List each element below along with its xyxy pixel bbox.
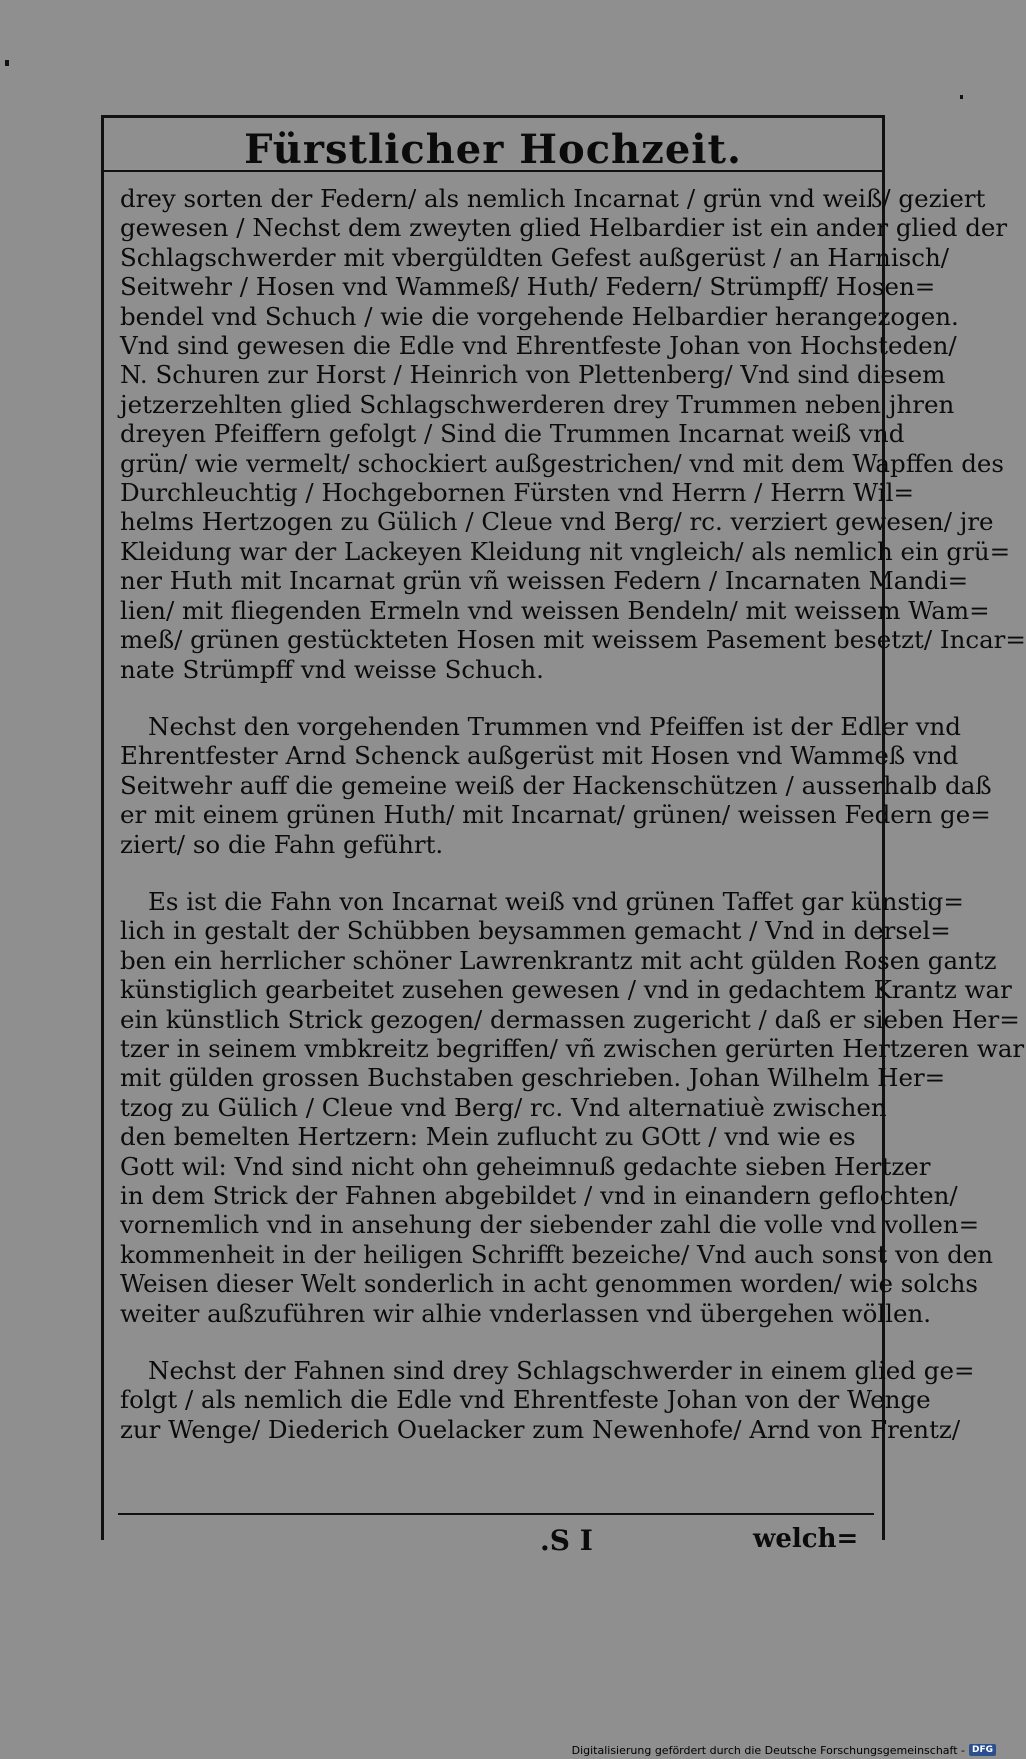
text-line: tzer in seinem vmbkreitz begriffen/ vñ zwischen gerürten Hertzeren war: [120, 1033, 1025, 1063]
text-line: Es ist die Fahn von Incarnat weiß vnd grünen Taffet gar künstig=: [148, 886, 964, 916]
text-line: vornemlich vnd in ansehung der siebender zahl die volle vnd vollen=: [120, 1210, 980, 1240]
page-frame: [101, 115, 1026, 1540]
signature-mark: .S I: [540, 1524, 593, 1557]
text-line: ben ein herrlicher schöner Lawrenkrantz mit acht gülden Rosen gantz: [120, 945, 997, 975]
paragraph-4: [120, 1356, 975, 1444]
text-line: kommenheit in der heiligen Schrifft bezeiche/ Vnd auch sonst von den: [120, 1239, 994, 1269]
paragraph-1: [120, 184, 1026, 684]
paragraph-3: [120, 886, 1025, 1328]
text-line: künstiglich gearbeitet zusehen gewesen / vnd in gedachtem Krantz war: [120, 975, 1012, 1005]
text-line: Seitwehr auff die gemeine weiß der Hackenschützen / ausserhalb daß: [120, 770, 992, 800]
text-line: in dem Strick der Fahnen abgebildet / vnd in einandern geflochten/: [120, 1181, 958, 1210]
text-line: dreyen Pfeiffern gefolgt / Sind die Trummen Incarnat weiß vnd: [120, 419, 905, 449]
text-body: [120, 184, 1026, 1444]
text-line: drey sorten der Federn/ als nemlich Incarnat / grün vnd weiß/ geziert: [120, 184, 986, 213]
scan-speck: [5, 60, 9, 66]
text-line: Seitwehr / Hosen vnd Wammeß/ Huth/ Federn/ Strümpff/ Hosen=: [120, 272, 936, 302]
text-line: weiter außzuführen wir alhie vnderlassen vnd übergehen wöllen.: [120, 1298, 932, 1328]
text-line: Schlagschwerder mit vbergüldten Gefest außgerüst / an Harnisch/: [120, 242, 949, 272]
text-line: Nechst der Fahnen sind drey Schlagschwerder in einem glied ge=: [148, 1356, 975, 1386]
paragraph-gap: [120, 1328, 868, 1356]
footer-rule: [118, 1513, 874, 1515]
text-line: nate Strümpff vnd weisse Schuch.: [120, 654, 544, 684]
text-line: folgt / als nemlich die Edle vnd Ehrentfeste Johan von der Wenge: [120, 1385, 931, 1415]
scan-speck: [960, 95, 963, 99]
text-line: helms Hertzogen zu Gülich / Cleue vnd Berg/ rc. verziert gewesen/ jre: [120, 507, 994, 537]
running-title: Fürstlicher Hochzeit.: [244, 126, 742, 173]
text-line: Durchleuchtig / Hochgebornen Fürsten vnd Herrn / Herrn Wil=: [120, 478, 915, 508]
text-line: Nechst den vorgehenden Trummen vnd Pfeiffen ist der Edler vnd: [148, 711, 961, 741]
credit-bar: [572, 1741, 1000, 1759]
text-line: Vnd sind gewesen die Edle vnd Ehrentfeste Johan von Hochsteden/: [120, 331, 957, 361]
text-line: N. Schuren zur Horst / Heinrich von Plettenberg/ Vnd sind diesem: [120, 360, 946, 390]
paragraph-gap: [120, 859, 868, 887]
text-line: Weisen dieser Welt sonderlich in acht genommen worden/ wie solchs: [120, 1269, 979, 1299]
text-line: zur Wenge/ Diederich Ouelacker zum Newenhofe/ Arnd von Frentz/: [120, 1414, 961, 1444]
text-line: grün/ wie vermelt/ schockiert außgestrichen/ vnd mit dem Wapffen des: [120, 448, 1004, 478]
dfg-logo-icon: DFG: [969, 1744, 996, 1756]
paragraph-2: [120, 711, 992, 859]
text-line: ein künstlich Strick gezogen/ dermassen zugericht / daß er sieben Her=: [120, 1004, 1020, 1034]
text-line: den bemelten Hertzern: Mein zuflucht zu GOtt / vnd wie es: [120, 1122, 856, 1152]
text-line: gewesen / Nechst dem zweyten glied Helbardier ist ein ander glied der: [120, 213, 1008, 243]
text-line: jetzerzehlten glied Schlagschwerderen drey Trummen neben jhren: [120, 389, 955, 419]
text-line: meß/ grünen gestückteten Hosen mit weissem Pasement besetzt/ Incar=: [120, 625, 1026, 655]
text-line: Ehrentfester Arnd Schenck außgerüst mit Hosen vnd Wammeß vnd: [120, 741, 959, 771]
text-line: Gott wil: Vnd sind nicht ohn geheimnuß gedachte sieben Hertzer: [120, 1151, 931, 1181]
catchword: welch=: [753, 1524, 859, 1554]
text-line: bendel vnd Schuch / wie die vorgehende Helbardier herangezogen.: [120, 301, 959, 331]
text-line: tzog zu Gülich / Cleue vnd Berg/ rc. Vnd alternatiuè zwischen: [120, 1092, 887, 1122]
text-line: mit gülden grossen Buchstaben geschrieben. Johan Wilhelm Her=: [120, 1063, 946, 1093]
credit-text: Digitalisierung gefördert durch die Deutsche Forschungsgemeinschaft -: [571, 1743, 965, 1757]
text-line: lien/ mit fliegenden Ermeln vnd weissen Bendeln/ mit weissem Wam=: [120, 595, 990, 625]
text-line: Kleidung war der Lackeyen Kleidung nit vngleich/ als nemlich ein grü=: [120, 536, 1011, 566]
text-line: er mit einem grünen Huth/ mit Incarnat/ grünen/ weissen Federn ge=: [120, 800, 991, 830]
paragraph-gap: [120, 684, 868, 712]
text-line: lich in gestalt der Schübben beysammen gemacht / Vnd in dersel=: [120, 916, 951, 946]
text-line: ziert/ so die Fahn geführt.: [120, 829, 444, 859]
text-line: ner Huth mit Incarnat grün vñ weissen Federn / Incarnaten Mandi=: [120, 566, 969, 596]
title-band: [104, 118, 882, 172]
